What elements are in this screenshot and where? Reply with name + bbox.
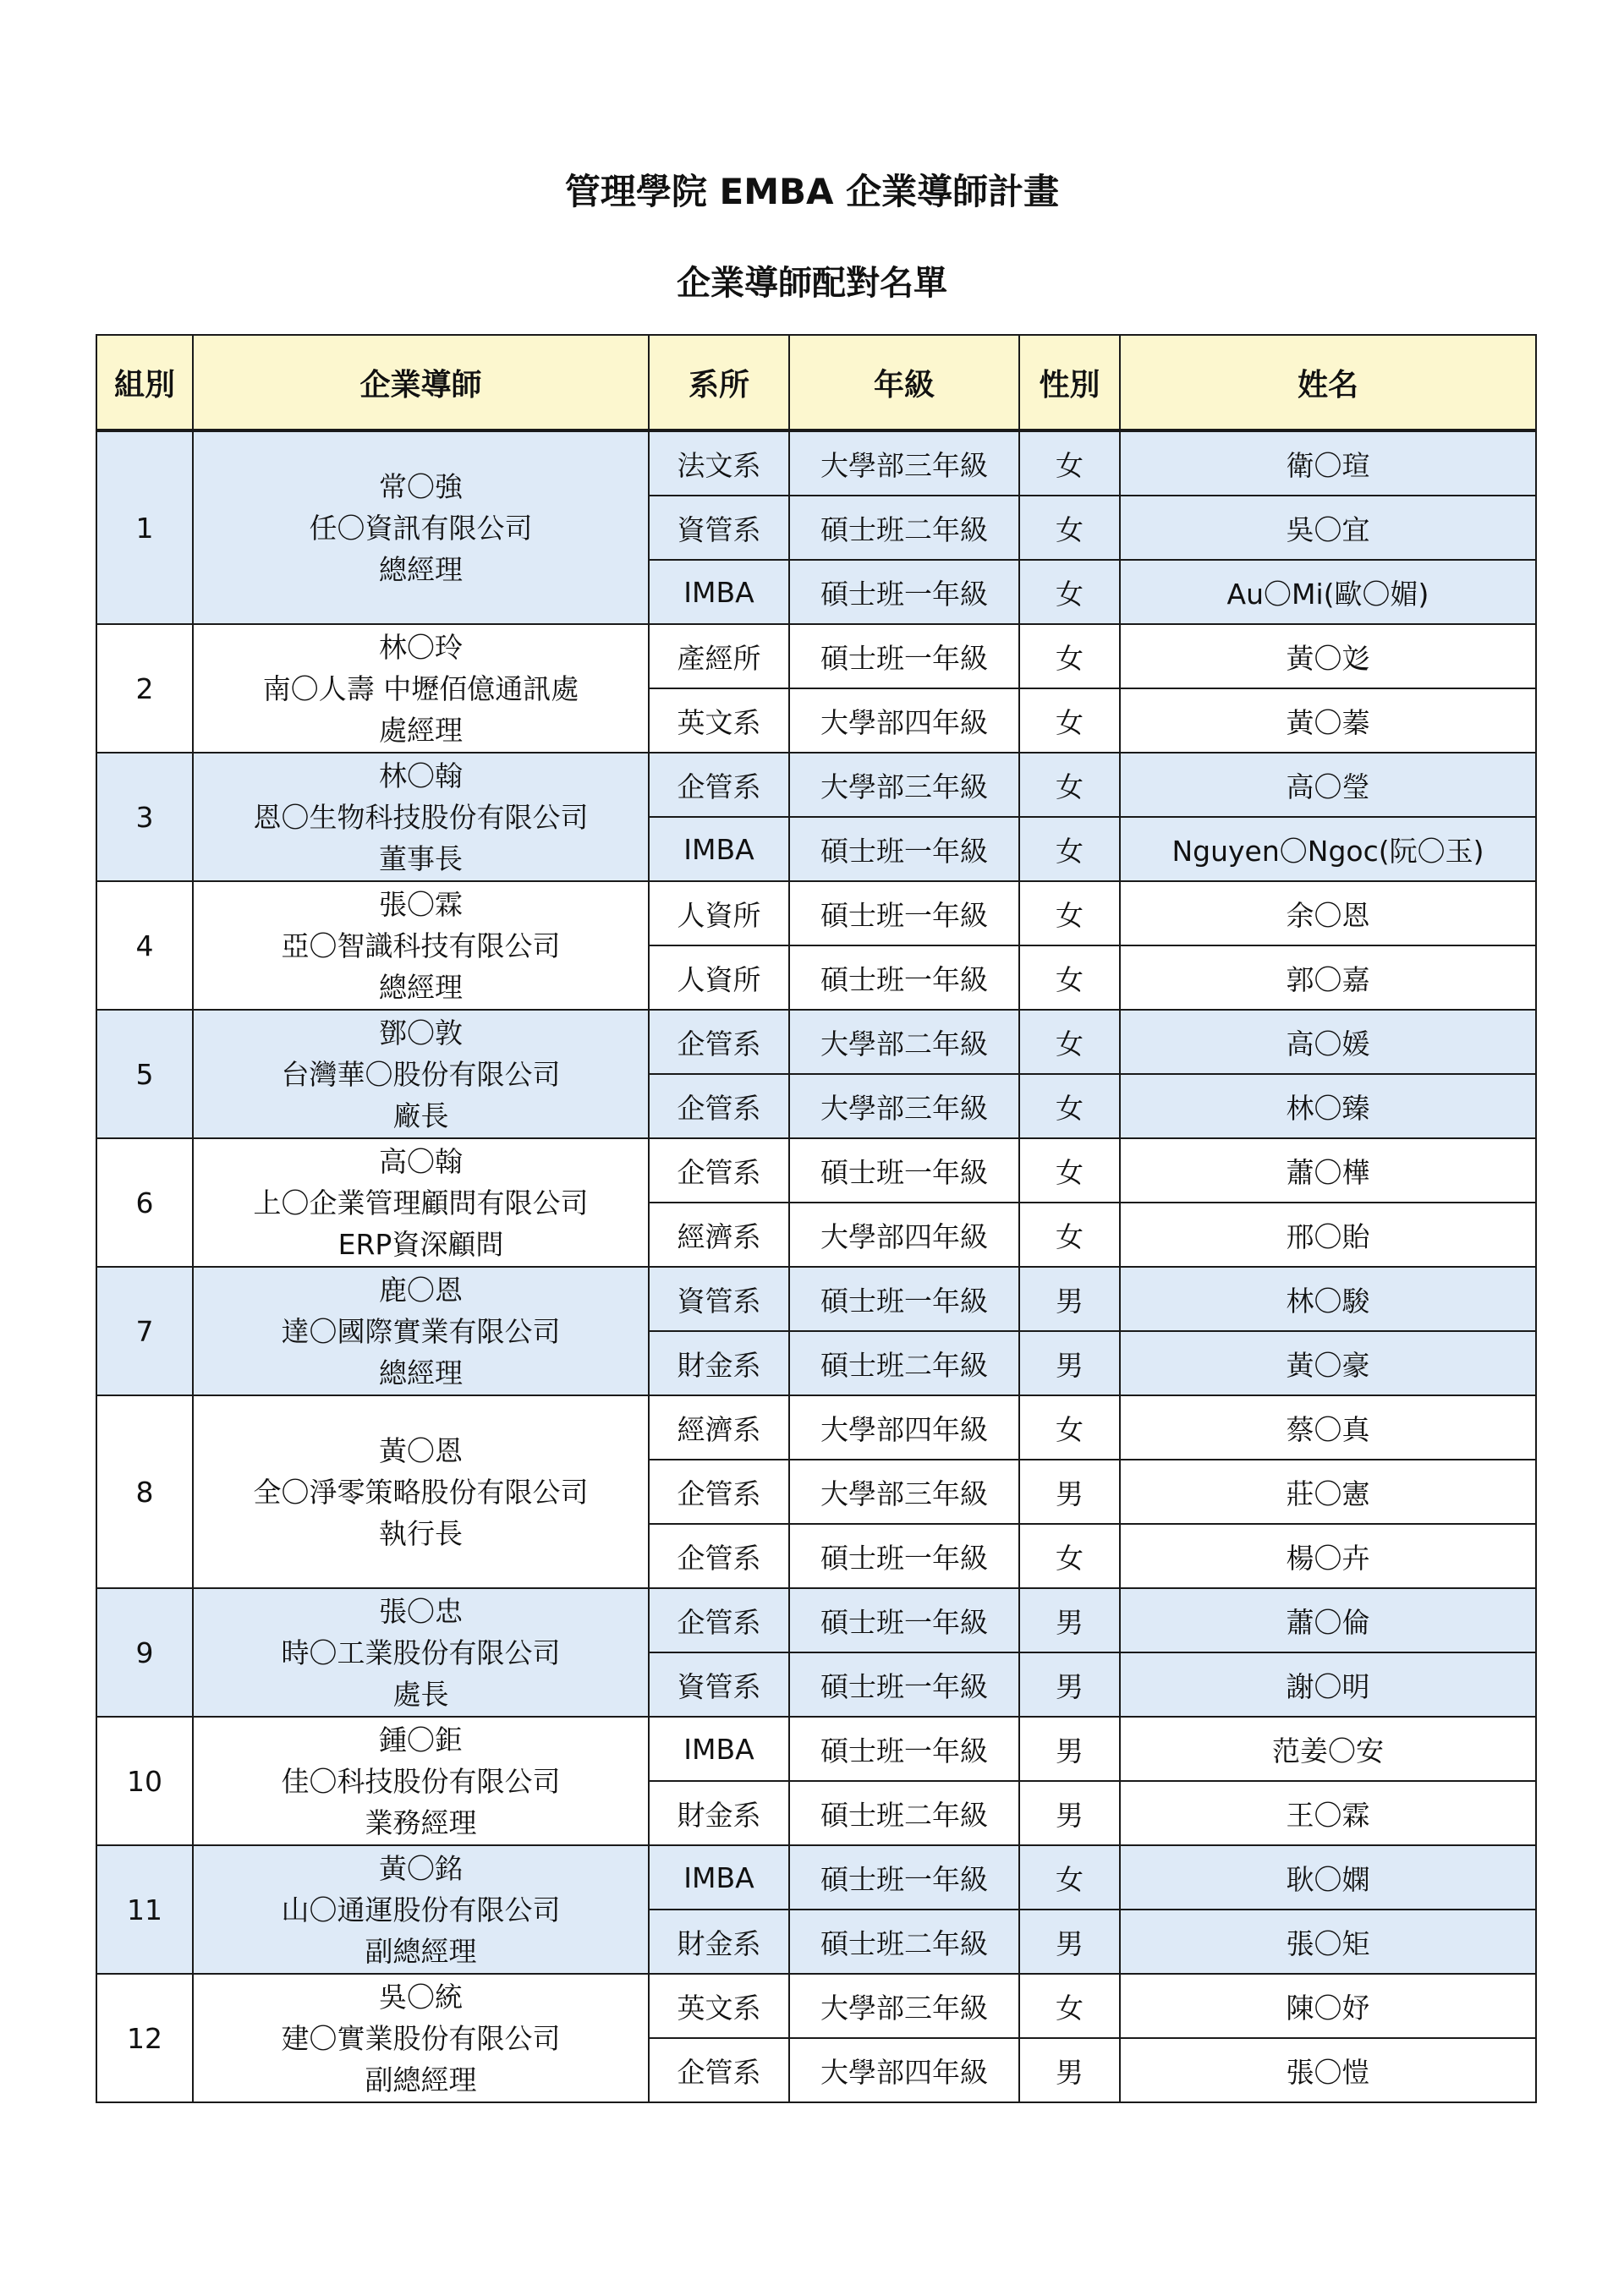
- student-department: IMBA: [649, 560, 789, 624]
- student-name: 高〇瑩: [1120, 753, 1536, 817]
- student-gender: 女: [1019, 1974, 1120, 2038]
- student-name: Au〇Mi(歐〇媚): [1120, 560, 1536, 624]
- student-grade: 碩士班一年級: [789, 1524, 1019, 1588]
- student-gender: 女: [1019, 945, 1120, 1010]
- student-gender: 女: [1019, 1010, 1120, 1074]
- mentor-name: 鄧〇敦: [379, 1016, 463, 1049]
- student-department: 產經所: [649, 624, 789, 688]
- table-row: [96, 1138, 1536, 1203]
- student-gender: 男: [1019, 1717, 1120, 1781]
- mentor-title: 總經理: [379, 552, 463, 586]
- mentor-title: 處長: [392, 1677, 449, 1711]
- header-name: 姓名: [1120, 335, 1536, 430]
- student-name: 陳〇妤: [1120, 1974, 1536, 2038]
- student-gender: 男: [1019, 1331, 1120, 1395]
- student-department: 企管系: [649, 1524, 789, 1588]
- table-row: [96, 1010, 1536, 1074]
- table-row: [96, 1974, 1536, 2038]
- mentor-title: 處經理: [379, 713, 463, 747]
- mentor-company: 任〇資訊有限公司: [309, 511, 533, 545]
- mentor-name: 張〇霖: [379, 887, 463, 921]
- student-department: 企管系: [649, 753, 789, 817]
- mentor-name: 鍾〇鉅: [379, 1723, 463, 1756]
- student-name: 林〇臻: [1120, 1074, 1536, 1138]
- table-body: [96, 430, 1536, 2102]
- student-name: 黃〇蓁: [1120, 688, 1536, 753]
- mentor-title: 總經理: [379, 970, 463, 1004]
- mentor-title: 總經理: [379, 1356, 463, 1389]
- mentor-pairing-table: [96, 334, 1537, 2103]
- student-name: 黃〇彣: [1120, 624, 1536, 688]
- table-row: [96, 1267, 1536, 1331]
- student-name: 王〇霖: [1120, 1781, 1536, 1845]
- student-gender: 女: [1019, 688, 1120, 753]
- student-gender: 女: [1019, 560, 1120, 624]
- header-group: 組別: [96, 335, 193, 430]
- table-row: [96, 1845, 1536, 1910]
- header-mentor: 企業導師: [193, 335, 649, 430]
- student-name: 黃〇豪: [1120, 1331, 1536, 1395]
- student-name: 林〇駿: [1120, 1267, 1536, 1331]
- student-gender: 女: [1019, 496, 1120, 560]
- student-name: 張〇矩: [1120, 1910, 1536, 1974]
- student-department: 企管系: [649, 1460, 789, 1524]
- student-department: IMBA: [649, 1845, 789, 1910]
- student-grade: 大學部三年級: [789, 1974, 1019, 2038]
- mentor-cell: [193, 624, 649, 753]
- group-number: 12: [96, 1974, 193, 2102]
- student-grade: 大學部三年級: [789, 1074, 1019, 1138]
- mentor-cell: [193, 1588, 649, 1717]
- student-grade: 大學部三年級: [789, 430, 1019, 496]
- group-number: 1: [96, 430, 193, 624]
- student-name: 張〇愷: [1120, 2038, 1536, 2102]
- mentor-cell: [193, 881, 649, 1010]
- group-number: 11: [96, 1845, 193, 1974]
- student-gender: 女: [1019, 753, 1120, 817]
- student-grade: 碩士班一年級: [789, 1588, 1019, 1652]
- mentor-company: 山〇通運股份有限公司: [281, 1893, 561, 1926]
- student-department: 財金系: [649, 1781, 789, 1845]
- student-department: 英文系: [649, 688, 789, 753]
- mentor-title: ERP資深顧問: [337, 1227, 504, 1261]
- student-department: 財金系: [649, 1331, 789, 1395]
- mentor-cell: [193, 1010, 649, 1138]
- student-grade: 碩士班二年級: [789, 1910, 1019, 1974]
- mentor-company: 恩〇生物科技股份有限公司: [253, 800, 589, 834]
- mentor-cell: [193, 753, 649, 881]
- student-grade: 碩士班一年級: [789, 624, 1019, 688]
- student-gender: 女: [1019, 817, 1120, 881]
- student-name: 蔡〇真: [1120, 1395, 1536, 1460]
- student-grade: 碩士班二年級: [789, 496, 1019, 560]
- student-gender: 女: [1019, 430, 1120, 496]
- mentor-name: 常〇強: [379, 469, 463, 503]
- student-department: 人資所: [649, 881, 789, 945]
- student-department: 經濟系: [649, 1395, 789, 1460]
- student-department: 經濟系: [649, 1203, 789, 1267]
- student-department: 人資所: [649, 945, 789, 1010]
- student-grade: 大學部三年級: [789, 1460, 1019, 1524]
- student-name: 楊〇卉: [1120, 1524, 1536, 1588]
- student-name: 蕭〇樺: [1120, 1138, 1536, 1203]
- mentor-cell: [193, 1845, 649, 1974]
- student-grade: 大學部四年級: [789, 2038, 1019, 2102]
- student-name: 衛〇瑄: [1120, 430, 1536, 496]
- student-grade: 碩士班一年級: [789, 1845, 1019, 1910]
- student-department: 資管系: [649, 496, 789, 560]
- table-row: [96, 1395, 1536, 1460]
- mentor-cell: [193, 1717, 649, 1845]
- student-department: 企管系: [649, 1074, 789, 1138]
- header-gender: 性別: [1019, 335, 1120, 430]
- student-gender: 女: [1019, 881, 1120, 945]
- header-department: 系所: [649, 335, 789, 430]
- table-row: [96, 430, 1536, 496]
- mentor-name: 吳〇統: [379, 1980, 463, 2014]
- group-number: 9: [96, 1588, 193, 1717]
- student-department: 財金系: [649, 1910, 789, 1974]
- student-grade: 大學部三年級: [789, 753, 1019, 817]
- student-name: 吳〇宜: [1120, 496, 1536, 560]
- student-gender: 男: [1019, 1588, 1120, 1652]
- mentor-cell: [193, 1395, 649, 1588]
- mentor-title: 廠長: [392, 1099, 449, 1132]
- student-gender: 男: [1019, 1267, 1120, 1331]
- mentor-company: 時〇工業股份有限公司: [281, 1636, 561, 1669]
- student-gender: 女: [1019, 1138, 1120, 1203]
- mentor-cell: [193, 1267, 649, 1395]
- mentor-cell: [193, 430, 649, 624]
- mentor-company: 佳〇科技股份有限公司: [281, 1764, 561, 1798]
- student-grade: 大學部四年級: [789, 1203, 1019, 1267]
- table-row: [96, 1588, 1536, 1652]
- student-name: 蕭〇倫: [1120, 1588, 1536, 1652]
- student-gender: 女: [1019, 624, 1120, 688]
- student-department: 企管系: [649, 1588, 789, 1652]
- mentor-company: 台灣華〇股份有限公司: [281, 1057, 561, 1091]
- student-name: 范姜〇安: [1120, 1717, 1536, 1781]
- page-title: 管理學院 EMBA 企業導師計畫: [564, 171, 1060, 212]
- student-grade: 碩士班一年級: [789, 817, 1019, 881]
- mentor-name: 黃〇恩: [379, 1433, 463, 1467]
- student-grade: 碩士班一年級: [789, 881, 1019, 945]
- student-grade: 大學部四年級: [789, 1395, 1019, 1460]
- student-grade: 碩士班二年級: [789, 1331, 1019, 1395]
- student-grade: 碩士班一年級: [789, 1267, 1019, 1331]
- student-gender: 男: [1019, 1460, 1120, 1524]
- student-department: IMBA: [649, 817, 789, 881]
- student-department: 資管系: [649, 1267, 789, 1331]
- mentor-company: 亞〇智識科技有限公司: [281, 929, 561, 962]
- student-grade: 碩士班一年級: [789, 945, 1019, 1010]
- student-gender: 男: [1019, 1781, 1120, 1845]
- student-department: 資管系: [649, 1652, 789, 1717]
- student-name: 余〇恩: [1120, 881, 1536, 945]
- student-department: 企管系: [649, 1138, 789, 1203]
- table-row: [96, 624, 1536, 688]
- mentor-name: 張〇忠: [379, 1594, 463, 1628]
- student-department: 企管系: [649, 2038, 789, 2102]
- mentor-title: 董事長: [379, 841, 463, 875]
- mentor-name: 林〇玲: [379, 630, 463, 664]
- group-number: 2: [96, 624, 193, 753]
- student-gender: 男: [1019, 2038, 1120, 2102]
- mentor-cell: [193, 1138, 649, 1267]
- group-number: 6: [96, 1138, 193, 1267]
- student-gender: 男: [1019, 1652, 1120, 1717]
- student-name: 莊〇憲: [1120, 1460, 1536, 1524]
- mentor-name: 黃〇銘: [379, 1851, 463, 1885]
- group-number: 10: [96, 1717, 193, 1845]
- student-grade: 大學部四年級: [789, 688, 1019, 753]
- mentor-company: 上〇企業管理顧問有限公司: [253, 1186, 589, 1219]
- student-department: IMBA: [649, 1717, 789, 1781]
- mentor-name: 林〇翰: [379, 759, 463, 792]
- group-number: 8: [96, 1395, 193, 1588]
- student-grade: 大學部二年級: [789, 1010, 1019, 1074]
- student-gender: 女: [1019, 1845, 1120, 1910]
- mentor-cell: [193, 1974, 649, 2102]
- table-header-row: [96, 335, 1536, 430]
- group-number: 3: [96, 753, 193, 881]
- student-gender: 男: [1019, 1910, 1120, 1974]
- mentor-company: 南〇人壽 中壢佰億通訊處: [262, 671, 579, 705]
- student-name: 郭〇嘉: [1120, 945, 1536, 1010]
- student-name: 耿〇嫻: [1120, 1845, 1536, 1910]
- student-gender: 女: [1019, 1203, 1120, 1267]
- student-name: 邢〇貽: [1120, 1203, 1536, 1267]
- group-number: 4: [96, 881, 193, 1010]
- student-name: Nguyen〇Ngoc(阮〇玉): [1120, 817, 1536, 881]
- student-name: 高〇媛: [1120, 1010, 1536, 1074]
- student-name: 謝〇明: [1120, 1652, 1536, 1717]
- table-row: [96, 1717, 1536, 1781]
- page-subtitle: 企業導師配對名單: [677, 264, 947, 303]
- mentor-name: 高〇翰: [379, 1144, 463, 1178]
- table-row: [96, 753, 1536, 817]
- student-grade: 碩士班一年級: [789, 560, 1019, 624]
- student-gender: 女: [1019, 1074, 1120, 1138]
- mentor-title: 執行長: [379, 1516, 463, 1550]
- mentor-company: 建〇實業股份有限公司: [281, 2021, 561, 2055]
- student-department: 法文系: [649, 430, 789, 496]
- mentor-company: 達〇國際實業有限公司: [281, 1314, 561, 1348]
- group-number: 7: [96, 1267, 193, 1395]
- mentor-company: 全〇淨零策略股份有限公司: [253, 1475, 589, 1509]
- mentor-name: 鹿〇恩: [379, 1273, 463, 1307]
- mentor-title: 業務經理: [365, 1806, 477, 1839]
- student-grade: 碩士班二年級: [789, 1781, 1019, 1845]
- group-number: 5: [96, 1010, 193, 1138]
- mentor-title: 副總經理: [365, 2063, 477, 2096]
- header-grade: 年級: [789, 335, 1019, 430]
- student-gender: 女: [1019, 1395, 1120, 1460]
- mentor-title: 副總經理: [365, 1934, 477, 1968]
- student-grade: 碩士班一年級: [789, 1652, 1019, 1717]
- student-gender: 女: [1019, 1524, 1120, 1588]
- student-department: 企管系: [649, 1010, 789, 1074]
- table-row: [96, 881, 1536, 945]
- student-grade: 碩士班一年級: [789, 1717, 1019, 1781]
- student-department: 英文系: [649, 1974, 789, 2038]
- student-grade: 碩士班一年級: [789, 1138, 1019, 1203]
